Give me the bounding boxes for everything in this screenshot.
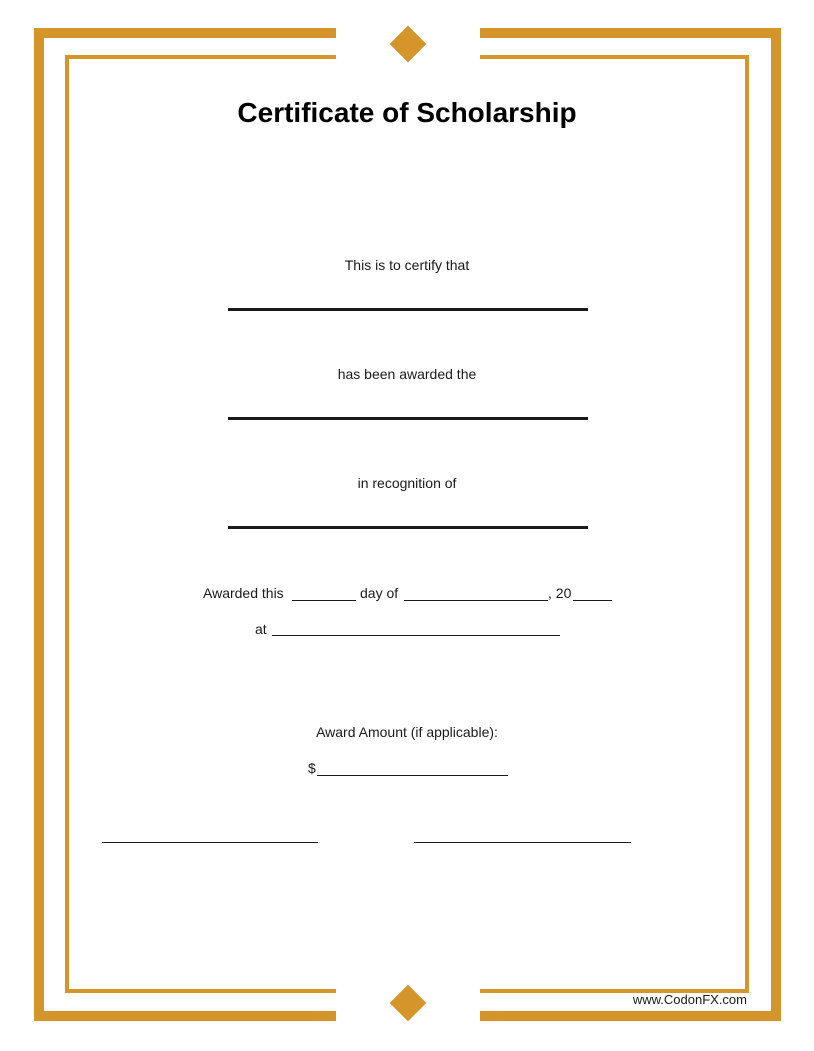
recipient-name-line[interactable]	[228, 308, 588, 311]
certify-text: This is to certify that	[344, 257, 470, 273]
footer-url: www.CodonFX.com	[632, 992, 747, 1007]
inner-border-top-right	[480, 55, 749, 59]
award-amount-label: Award Amount (if applicable):	[316, 724, 498, 740]
inner-border-right	[745, 55, 749, 993]
outer-border-top-right	[480, 28, 781, 38]
scholarship-name-line[interactable]	[228, 417, 588, 420]
inner-border-left	[65, 55, 69, 993]
outer-border-right	[771, 28, 781, 1021]
outer-border-left	[34, 28, 44, 1021]
outer-border-bottom-left	[34, 1011, 336, 1021]
inner-border-bottom-left	[65, 989, 336, 993]
diamond-ornament-top-icon	[390, 26, 427, 63]
diamond-ornament-bottom-icon	[390, 985, 427, 1022]
at-label: at	[255, 621, 267, 637]
award-amount-blank-line[interactable]	[317, 775, 508, 776]
signature-line-left[interactable]	[102, 842, 318, 843]
month-blank-line[interactable]	[404, 600, 548, 601]
awarded-this-label: Awarded this	[203, 585, 284, 601]
recognition-reason-line[interactable]	[228, 526, 588, 529]
year-prefix-label: , 20	[548, 585, 572, 601]
inner-border-top-left	[65, 55, 336, 59]
awarded-text: has been awarded the	[337, 366, 477, 382]
signature-line-right[interactable]	[414, 842, 631, 843]
location-blank-line[interactable]	[272, 635, 560, 636]
day-of-label: day of	[360, 585, 399, 601]
day-blank-line[interactable]	[292, 600, 356, 601]
currency-symbol: $	[308, 760, 316, 776]
year-blank-line[interactable]	[573, 600, 612, 601]
outer-border-bottom-right	[480, 1011, 781, 1021]
recognition-text: in recognition of	[357, 475, 457, 491]
certificate-title: Certificate of Scholarship	[237, 97, 577, 128]
outer-border-top-left	[34, 28, 336, 38]
